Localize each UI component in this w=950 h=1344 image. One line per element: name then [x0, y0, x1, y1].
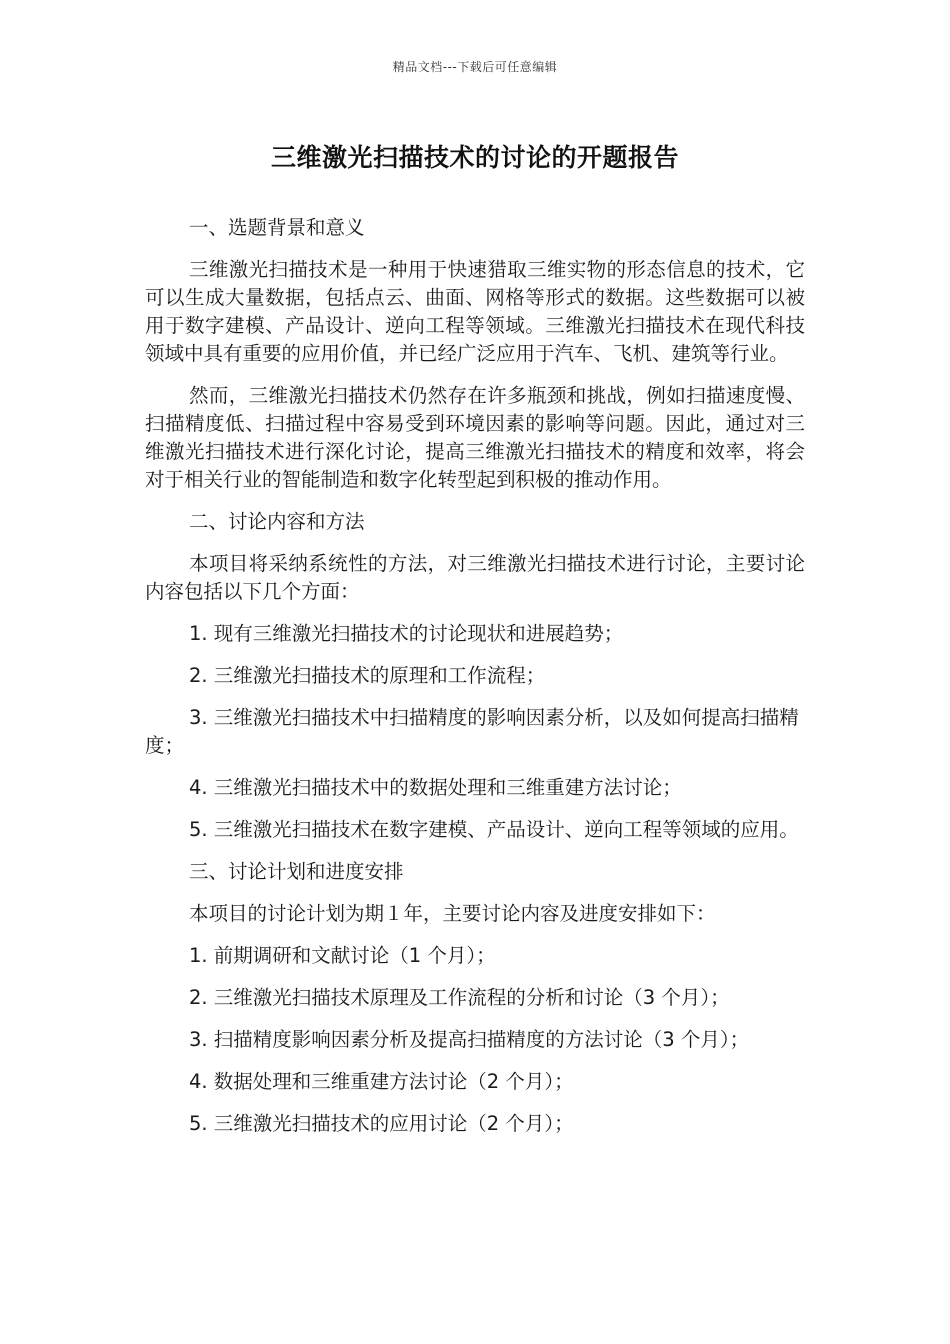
paragraph-schedule-intro: 本项目的讨论计划为期１年，主要讨论内容及进度安排如下： [189, 902, 716, 925]
schedule-item: 1. 前期调研和文献讨论（1 个月）； [189, 944, 496, 967]
list-item: 4. 三维激光扫描技术中的数据处理和三维重建方法讨论； [189, 776, 682, 799]
schedule-item: 2. 三维激光扫描技术原理及工作流程的分析和讨论（3 个月）； [189, 986, 730, 1009]
paragraph-background-2: 然而，三维激光扫描技术仍然存在许多瓶颈和挑战，例如扫描速度慢、扫描精度低、扫描过程中容易受到环境因素的影响等问题。因此，通过对三维激光扫描技术进行深化讨论，提高三维激光扫描技术的精度和效率，将会对于相关行业的智能制造和数字化转型起到积极的推动作用。 [145, 384, 805, 491]
header-note: 精品文档---下载后可任意编辑 [392, 60, 558, 74]
section-heading-background: 一、选题背景和意义 [189, 216, 365, 239]
section-heading-schedule: 三、讨论计划和进度安排 [189, 860, 404, 883]
list-item: 2. 三维激光扫描技术的原理和工作流程； [189, 664, 546, 687]
document-body [145, 214, 805, 1152]
list-item: 1. 现有三维激光扫描技术的讨论现状和进展趋势； [189, 622, 624, 645]
schedule-item: 3. 扫描精度影响因素分析及提高扫描精度的方法讨论（3 个月）； [189, 1028, 750, 1051]
schedule-item: 4. 数据处理和三维重建方法讨论（2 个月）； [189, 1070, 574, 1093]
paragraph-content-intro: 本项目将采纳系统性的方法，对三维激光扫描技术进行讨论，主要讨论内容包括以下几个方面： [145, 552, 805, 603]
list-item: 3. 三维激光扫描技术中扫描精度的影响因素分析，以及如何提高扫描精度； [145, 706, 799, 757]
schedule-item: 5. 三维激光扫描技术的应用讨论（2 个月）； [189, 1112, 574, 1135]
section-heading-content-methods: 二、讨论内容和方法 [189, 510, 365, 533]
document-title: 三维激光扫描技术的讨论的开题报告 [270, 143, 679, 172]
list-item: 5. 三维激光扫描技术在数字建模、产品设计、逆向工程等领域的应用。 [189, 818, 799, 841]
paragraph-background-1: 三维激光扫描技术是一种用于快速猎取三维实物的形态信息的技术，它可以生成大量数据，包括点云、曲面、网格等形式的数据。这些数据可以被用于数字建模、产品设计、逆向工程等领域。三维激光扫描技术在现代科技领域中具有重要的应用价值，并已经广泛应用于汽车、飞机、建筑等行业。 [145, 258, 805, 365]
